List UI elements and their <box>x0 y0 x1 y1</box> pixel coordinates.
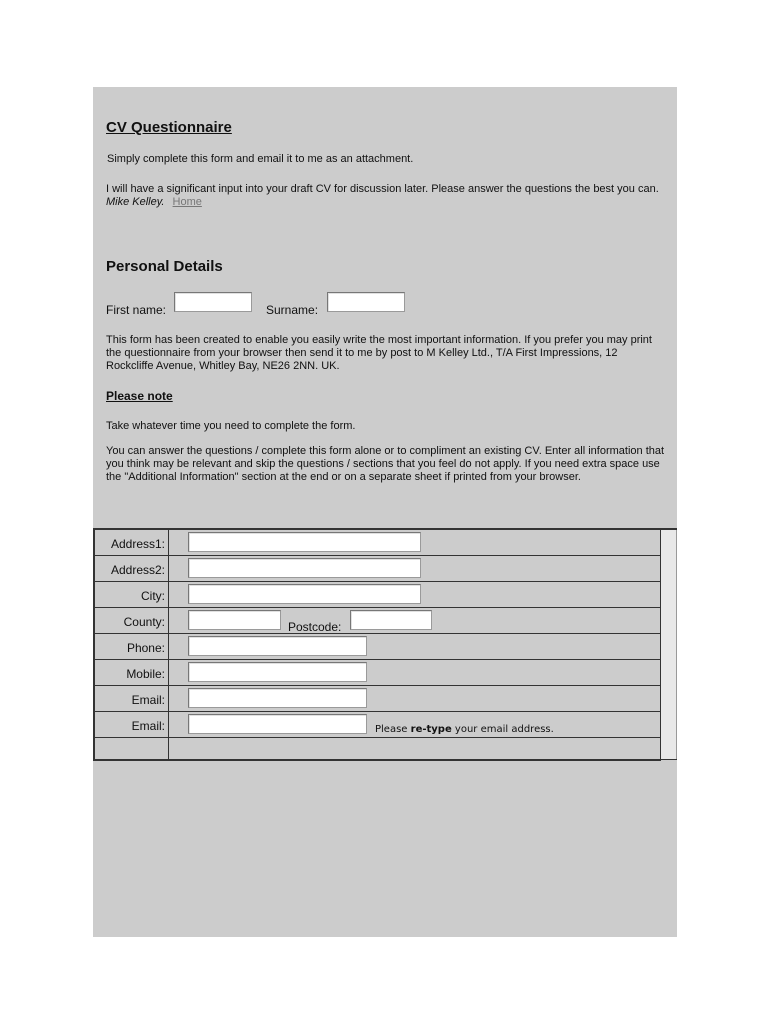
first-name-input[interactable] <box>174 292 252 312</box>
postcode-label: Postcode: <box>288 620 342 634</box>
table-column-divider <box>168 530 169 759</box>
address2-label: Address2: <box>110 563 165 577</box>
email-confirm-input[interactable] <box>188 714 367 734</box>
row-divider <box>95 659 660 660</box>
retype-hint-post: your email address. <box>451 724 554 735</box>
please-note-heading: Please note <box>106 389 173 403</box>
row-divider <box>95 633 660 634</box>
intro-text: Simply complete this form and email it to me as an attachment. <box>107 153 414 165</box>
page-title: CV Questionnaire <box>106 119 232 136</box>
row-divider <box>95 555 660 556</box>
section-heading-personal: Personal Details <box>106 258 223 275</box>
retype-hint-pre: Please <box>375 724 411 735</box>
note-paragraph-2: You can answer the questions / complete this form alone or to compliment an existing CV. Enter all information that you think may be relevant and skip the questions / sections that you feel do not apply. If you need extra space use the "Additional Information" section at the end or on a separate sheet if printed from your browser. <box>106 445 665 483</box>
table-right-column <box>661 530 677 759</box>
email-input[interactable] <box>188 688 367 708</box>
phone-label: Phone: <box>126 641 165 655</box>
row-divider <box>95 711 660 712</box>
county-label: County: <box>123 615 165 629</box>
intro-paragraph-text: I will have a significant input into your draft CV for discussion later. Please answer the questions the best you can. <box>106 183 659 195</box>
surname-input[interactable] <box>327 292 405 312</box>
retype-hint-bold: re-type <box>410 724 452 735</box>
table-bottom-edge <box>661 759 677 760</box>
note-paragraph-1: Take whatever time you need to complete the form. <box>106 420 356 432</box>
city-label: City: <box>141 589 165 603</box>
form-panel <box>93 87 677 937</box>
email-label: Email: <box>131 693 165 707</box>
postcode-input[interactable] <box>350 610 432 630</box>
row-divider <box>95 685 660 686</box>
mobile-input[interactable] <box>188 662 367 682</box>
intro-paragraph <box>106 183 666 209</box>
retype-email-hint <box>375 724 554 735</box>
county-input[interactable] <box>188 610 281 630</box>
row-divider <box>95 607 660 608</box>
row-divider <box>95 737 660 738</box>
address1-label: Address1: <box>110 537 165 551</box>
surname-label: Surname: <box>266 303 319 317</box>
address1-input[interactable] <box>188 532 421 552</box>
address2-input[interactable] <box>188 558 421 578</box>
first-name-label: First name: <box>106 303 167 317</box>
author-name: Mike Kelley. <box>106 196 165 208</box>
phone-input[interactable] <box>188 636 367 656</box>
home-link[interactable]: Home <box>172 196 202 208</box>
email-confirm-label: Email: <box>131 719 165 733</box>
row-divider <box>95 581 660 582</box>
city-input[interactable] <box>188 584 421 604</box>
mobile-label: Mobile: <box>126 667 165 681</box>
table-right-edge <box>676 530 677 759</box>
info-paragraph: This form has been created to enable you easily write the most important information. If you prefer you may print the questionnaire from your browser then send it to me by post to M Kelley Ltd., T/A First Impressions, 12 Rockcliffe Avenue, Whitley Bay, NE26 2NN. UK. <box>106 334 652 372</box>
